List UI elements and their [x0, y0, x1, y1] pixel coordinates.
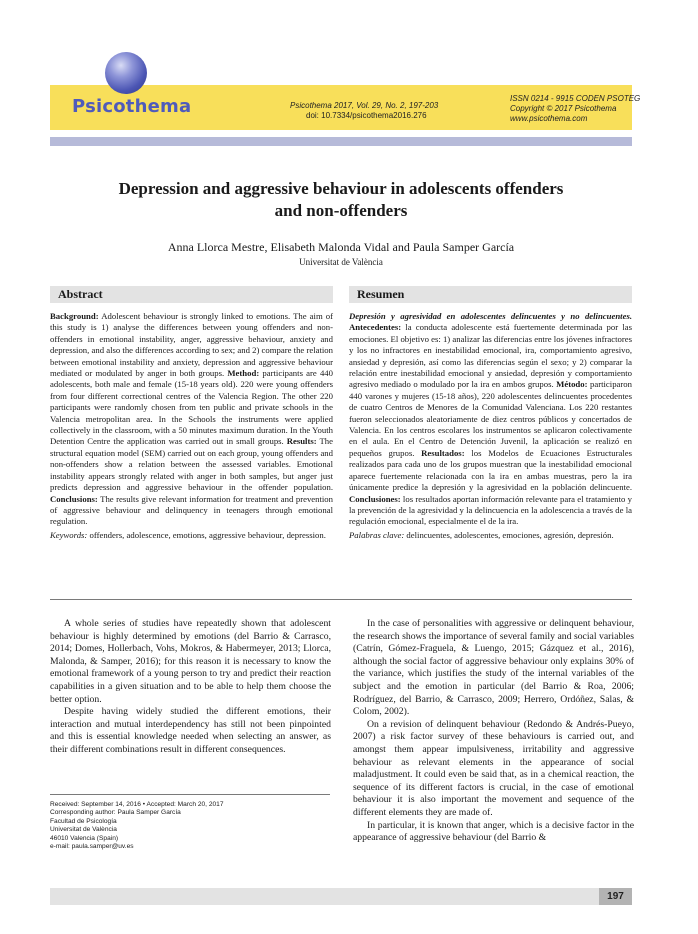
palabras-clave-line [349, 530, 632, 541]
page-number: 197 [599, 888, 632, 905]
metodo-text: participaron 440 varones y mujeres (15-18 años), 220 adolescentes delincuentes procedentes de cuatro Centros de Menores de la Comunidad Valenciana. Los 220 restantes fueron seleccionados aleatoriamente de diez centros públicos y concertados de Valencia. En los centros escolares los instrumentos se aplicaron colectivamente en el aula. En el Centro de Detención Juvenil, la aplicación se realizó en pequeños grupos. [349, 379, 632, 458]
website-link[interactable]: www.psicothema.com [510, 114, 588, 123]
correspondence-footnote [50, 801, 331, 851]
results-label: Results: [286, 436, 317, 447]
antecedentes-text: la conducta adolescente está fuertemente determinada por las emociones. El objetivo es: 1) analizar las diferencias entre los jóvenes infractores y los no infractores en inestabilidad emocional, ira, comportamiento agresivo, ansiedad y depresión, así como las diferencias según el sexo; y 2) comparar la relación entre inestabilidad emocional y ansiedad, depresión y comportamiento agresivo mediado o modulado por la ira en ambos grupos. [349, 322, 632, 390]
body-column-right [353, 618, 634, 845]
keywords-label: Keywords: [50, 529, 88, 540]
email-link[interactable]: e-mail: paula.samper@uv.es [50, 843, 134, 851]
keywords-line [50, 530, 333, 541]
issn-block [510, 94, 640, 124]
article-affiliation: Universitat de València [299, 257, 383, 267]
article-title-line-1: Depression and aggressive behaviour in adolescents offenders [118, 179, 564, 198]
conclusiones-text: los resultados aportan información relevante para el tratamiento y la prevención de la agresividad y la delincuencia en la adolescencia a través de la regulación emocional, especialmente el de la ira. [349, 493, 632, 527]
journal-citation: Psicothema 2017, Vol. 29, No. 2, 197-203 [290, 101, 439, 110]
issn-text: ISSN 0214 - 9915 CODEN PSOTEG [510, 94, 641, 103]
abstract-heading: Abstract [58, 287, 103, 301]
article-authors: Anna Llorca Mestre, Elisabeth Malonda Vidal and Paula Samper García [167, 240, 515, 254]
page-footer-bar [50, 888, 632, 905]
abstract-body [50, 311, 333, 541]
background-label: Background: [50, 311, 99, 321]
conclusions-text: The results give relevant information for treatment and prevention of aggressive behaviour and delinquency in teenagers through emotional regulation. [50, 493, 333, 527]
body-paragraph: In particular, it is known that anger, which is a decisive factor in the appearance of aggressive behaviour (del Barrio & [353, 819, 634, 844]
journal-logo-text: Psicothema [72, 96, 192, 117]
copyright-text: Copyright © 2017 Psicothema [510, 104, 617, 113]
conclusions-label: Conclusions: [50, 493, 98, 504]
resumen-heading-bar [349, 286, 632, 303]
psicothema-logo-sphere-icon [105, 52, 147, 94]
metodo-label: Método: [556, 379, 588, 390]
resumen-heading: Resumen [357, 287, 405, 301]
method-label: Method: [227, 368, 260, 379]
body-paragraph: A whole series of studies have repeatedly shown that adolescent behaviour is highly determined by emotions (del Barrio & Carrasco, 2014; Domes, Hollerbach, Vohs, Mokros, & Habermeyer, 2013; Llorca, Malonda, & Samper, 2016); for this reason it is necessary to know the emotional framework of a young person to try and predict their reaction capabilities in a given situation and to be able to help them choose the better option. [50, 618, 331, 705]
palabras-clave-text: delincuentes, adolescentes, emociones, agresión, depresión. [404, 529, 614, 540]
resumen-title-es: Depresión y agresividad en adolescentes delincuentes y no delincuentes. [349, 311, 632, 321]
abstract-heading-bar [50, 286, 333, 303]
resumen-paragraph [349, 311, 632, 528]
resumen-body [349, 311, 632, 541]
body-column-left [50, 618, 331, 757]
university: Universitat de València [50, 826, 117, 834]
received-accepted-dates: Received: September 14, 2016 • Accepted: March 20, 2017 [50, 801, 224, 808]
footnote-divider [50, 794, 330, 795]
faculty: Facultad de Psicología [50, 817, 117, 825]
body-paragraph: On a revision of delinquent behaviour (Redondo & Andrés-Pueyo, 2007) a risk factor survey of these behaviours is carried out, and amongst them appear impulsiveness, irritability and aggressive behaviour as relevant elements in the appearance of social maladjustment. It could even be said that, as in a chemical reaction, the sequence of its different factors is crucial, in the case of emotional behaviour it is also important the movement and sequence of the different elements they are made of. [353, 718, 634, 818]
abstract-paragraph [50, 311, 333, 528]
article-title-line-2: and non-offenders [274, 201, 408, 220]
resultados-label: Resultados: [421, 447, 465, 458]
body-paragraph: Despite having widely studied the different emotions, their interaction and mutual interdependency has still not been pinpointed and this is essential knowledge needed when selecting an answer, as their different combinations result in different consequences. [50, 706, 331, 755]
results-text: The structural equation model (SEM) carried out on each group, young offenders and non-offenders show a relation between the assessed variables. Emotional instability appears strongly related with anger in both samples, but anger just predicts depression and aggressive behaviour in the offender population. [50, 436, 334, 493]
background-text: Adolescent behaviour is strongly linked to emotions. The aim of this study is 1) analyse the differences between young offenders and non-offenders in emotional instability, anger, aggressive behaviour, anxiety and depression, and also the differences according to sex; and 2) compare the relation between emotional instability and anxiety, depression and aggressive behaviour mediated or modulated by anger in both groups. [50, 311, 333, 379]
keywords-text: offenders, adolescence, emotions, aggressive behaviour, depression. [87, 529, 326, 540]
corresponding-author: Corresponding author: Paula Samper García [50, 809, 181, 817]
antecedentes-label: Antecedentes: [349, 322, 402, 333]
method-text: participants are 440 adolescents, both male and female (15-18 years old). 220 were young offenders from four different correctional centres of the Valencia Region. The other 220 participants were randomly chosen from ten public and private schools in the Valencia metropolitan area. In the Schools the instruments were applied collectively in the classroom, with a 50 minutes maximum duration. In the Youth Detention Centre the application was carried out in small groups. [50, 368, 333, 447]
header-divider [50, 137, 632, 146]
journal-doi[interactable]: doi: 10.7334/psicothema2016.276 [306, 111, 427, 120]
resultados-text: los Modelos de Ecuaciones Estructurales realizados para cada uno de los grupos muestran que la inestabilidad emocional aparece fuertemente relacionada con la ira en ambas muestras, pero la ira únicamente predice la depresión y la agresividad en la población delincuente. [349, 447, 632, 493]
article-title [50, 178, 632, 222]
postal-address: 46010 Valencia (Spain) [50, 834, 119, 842]
palabras-clave-label: Palabras clave: [349, 529, 405, 540]
body-paragraph: In the case of personalities with aggressive or delinquent behaviour, the research shows the importance of several family and social variables (Catrín, Gómez-Fraguela, & Luengo, 2015; Gázquez et al., 2016), although the social factor of aggressive behaviour only explains 30% of the variance, which justifies the study of the internal variables of the subject and the emotion in particular (del Barrio & Roa, 2006; Rodríguez, del Barrio, & Carrasco, 2009; Herrero, Ordóñez, Salas, & Colom, 2002). [353, 618, 634, 718]
section-divider [50, 599, 632, 600]
conclusiones-label: Conclusiones: [349, 493, 401, 504]
